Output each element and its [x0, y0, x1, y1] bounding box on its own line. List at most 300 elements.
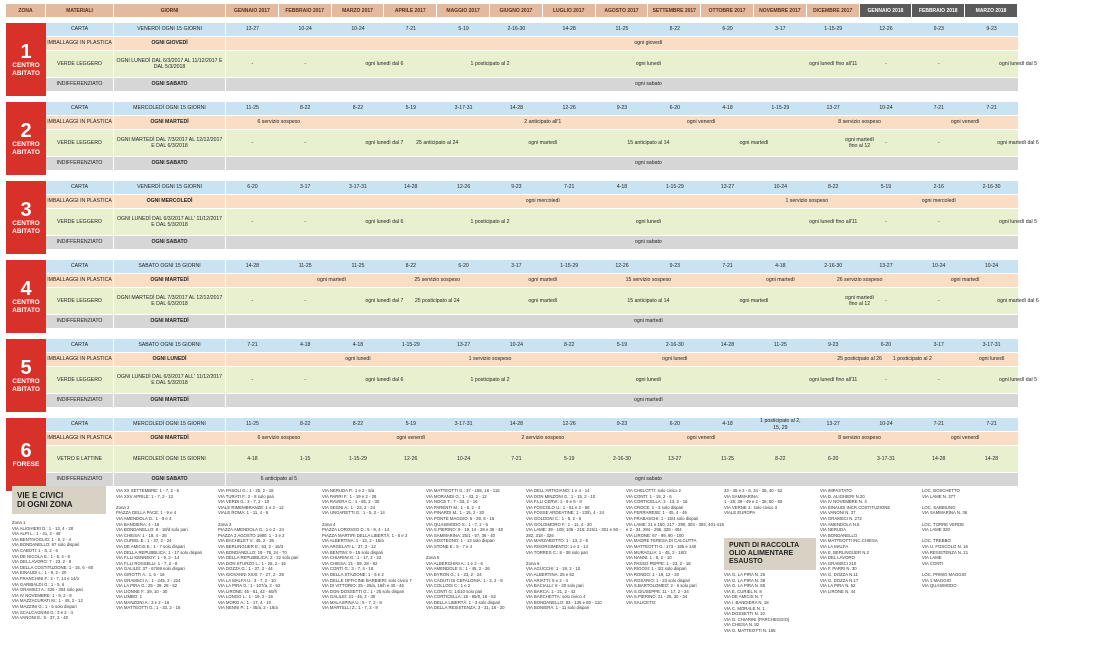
month-cell: 10-24 [932, 263, 946, 270]
month-cell [384, 473, 437, 486]
month-cell: 14-28 [562, 26, 576, 33]
month-cell [965, 78, 1018, 91]
schedule-note-text: ogni lunedì dal 7 [365, 297, 404, 304]
material-label: INDIFFERENZIATO [46, 315, 114, 328]
month-cell [226, 195, 279, 208]
schedule-row [46, 102, 1018, 116]
material-label: CARTA [46, 339, 114, 352]
zone-rows [46, 102, 1039, 171]
material-label: VERDE LEGGERO [46, 51, 114, 77]
month-cell [332, 78, 385, 91]
zone-name: CENTRO ABITATO [12, 220, 40, 235]
month-cell: 8-22 [300, 105, 311, 112]
material-label: CARTA [46, 260, 114, 273]
schedule-note-text: ogni sabato [634, 160, 662, 167]
month-cell [754, 236, 807, 249]
days-label: OGNI LUNEDÌ DAL 6/3/2017 ALL' 11/12/2017 E DAL 5/3/2018 [114, 209, 226, 235]
month-cell [384, 195, 437, 208]
schedule-note-text: ogni mercoledì [525, 198, 560, 205]
schedule-note-text: 15 anticipato al 14 [627, 297, 670, 304]
schedule-note-text: 2 servizio sospeso [521, 435, 565, 442]
month-cell [754, 51, 807, 77]
header-giorni: GIORNI [114, 4, 226, 17]
material-label: IMBALLAGGI IN PLASTICA [46, 353, 114, 366]
schedule-note-text: 25 posticipato al 26 [837, 356, 882, 363]
schedule-note-text: ogni martedì [739, 297, 769, 304]
zone-number: 5 [20, 357, 32, 379]
schedule-note-text: ogni sabato [634, 239, 662, 246]
month-cell: 6-20 [669, 105, 680, 112]
month-cell: 2-16-30 [982, 184, 1001, 191]
schedule-row [46, 23, 1018, 37]
schedule-note-text: ogni venerdì [396, 435, 426, 442]
schedule-row [46, 78, 1018, 92]
month-cell [490, 130, 543, 156]
schedule-row [46, 288, 1039, 315]
header-month: MARZO 2017 [332, 4, 385, 17]
month-cell [701, 78, 754, 91]
zone-number: 1 [20, 41, 32, 63]
month-cell [965, 116, 1018, 129]
month-cell [912, 473, 965, 486]
month-cell [437, 473, 490, 486]
month-cell [965, 353, 1018, 366]
month-cell: 4-18 [722, 421, 733, 428]
month-cell: 1-15-29 [560, 263, 579, 270]
month-cell [807, 78, 860, 91]
month-cell [384, 274, 437, 287]
material-label: CARTA [46, 102, 114, 115]
month-cell [543, 78, 596, 91]
month-cell: 14-28 [984, 455, 999, 462]
month-cell: 8-22 [352, 105, 364, 112]
month-cell [332, 315, 385, 328]
schedule-note-text: ogni martedì [633, 318, 663, 325]
month-cell [701, 353, 754, 366]
days-label: OGNI SABATO [114, 473, 226, 486]
schedule-note-text: ogni martedì fino al 12 [845, 294, 875, 307]
month-cell [754, 473, 807, 486]
month-cell: 3-17 [511, 263, 522, 270]
month-cell [490, 157, 543, 170]
month-cell [648, 195, 701, 208]
month-cell: 14-28 [404, 184, 418, 191]
month-cell [332, 130, 385, 156]
month-cell [384, 353, 437, 366]
month-cell [437, 209, 490, 235]
month-cell [332, 209, 385, 235]
header-month: AGOSTO 2017 [596, 4, 649, 17]
zone-rows [46, 260, 1039, 329]
month-cell: 5-19 [405, 105, 416, 112]
days-label: OGNI MERCOLEDÌ [114, 195, 226, 208]
schedule-note-text: 1 posticipato al 2 [892, 356, 932, 363]
month-cell [860, 394, 913, 407]
days-label: OGNI LUNEDÌ DAL 6/3/2017 ALL' 11/12/2017 E DAL 5/3/2018 [114, 367, 226, 393]
month-cell [384, 37, 437, 50]
month-cell: 5-19 [616, 342, 628, 349]
month-cell [754, 315, 807, 328]
month-cell [754, 209, 807, 235]
schedule-row [46, 209, 1038, 236]
month-cell: 13-27 [826, 105, 840, 112]
zone-label [6, 23, 46, 96]
schedule-note-text: ogni martedì fino al 12 [845, 136, 875, 149]
schedule-row [46, 394, 1018, 408]
street-column: 33 - 45 e 2 - 6, 34 - 36, 40 - 52 VIA SAMMARINA: 1 - 25; 39 - 49 e 2 - 36; 50 - 60 VIA VERNE J.: solo civico 3 VIALE EUROPA [724, 488, 783, 516]
month-cell [807, 37, 860, 50]
schedule-note-text: 1 posticipato al 2 [470, 218, 510, 225]
schedule-note-text: ogni lunedì dal 6 [365, 218, 404, 225]
month-cell: 9-23 [827, 342, 839, 349]
schedule-note-text: 26 servizio sospeso [836, 277, 883, 284]
month-cell: 11-25 [245, 105, 259, 112]
schedule-note-text: 2 anticipato all'1 [524, 119, 562, 126]
month-cell [332, 353, 385, 366]
month-cell [807, 288, 860, 314]
month-cell [860, 315, 913, 328]
schedule-row [46, 116, 1018, 130]
schedule-note-text: ogni venerdì [686, 435, 716, 442]
month-cell [807, 315, 860, 328]
month-cell [437, 157, 490, 170]
days-label: OGNI MARTEDÌ DAL 7/3/2017 AL 12/12/2017 E DAL 6/3/2018 [114, 288, 226, 314]
schedule-row [46, 274, 1018, 288]
month-cell [384, 209, 437, 235]
month-cell [807, 274, 860, 287]
month-cell: 8-22 [352, 421, 364, 428]
month-cell: 4-18 [300, 342, 311, 349]
month-cell: 3-17-31 [454, 105, 473, 112]
schedule-table [6, 4, 1039, 491]
month-cell [912, 432, 965, 445]
material-label: VERDE LEGGERO [46, 209, 114, 235]
month-cell [332, 37, 385, 50]
month-cell [807, 209, 860, 235]
month-cell: 2-16 [933, 184, 944, 191]
month-cell [543, 288, 596, 314]
days-label: SABATO OGNI 15 GIORNI [114, 260, 226, 273]
month-cell [648, 51, 701, 77]
month-cell [754, 367, 807, 393]
month-cell: 1 posticipato al 2, 15, 29 [760, 418, 801, 431]
zone-name: CENTRO ABITATO [12, 378, 40, 393]
month-cell [596, 394, 649, 407]
schedule-note-text: ogni lunedì [635, 376, 662, 383]
month-cell: 13-27 [245, 26, 260, 33]
month-cell [543, 236, 596, 249]
month-cell [490, 367, 543, 393]
month-cell [490, 209, 543, 235]
month-cell: 10-24 [509, 342, 524, 349]
schedule-note-text: ogni lunedì dal 5 [998, 376, 1038, 383]
month-cell [754, 116, 807, 129]
month-cell [437, 51, 490, 77]
month-cell: 3-17 [933, 342, 944, 349]
material-label: IMBALLAGGI IN PLASTICA [46, 116, 114, 129]
month-cell: 6-20 [880, 342, 892, 349]
schedule-note-text: 6 anticipato al 5 [260, 476, 297, 483]
month-cell: 14-28 [509, 105, 524, 112]
schedule-note-text: 8 servizio sospeso [838, 119, 881, 126]
month-cell [596, 51, 649, 77]
month-cell: 6-20 [247, 184, 258, 191]
month-cell [912, 353, 965, 366]
month-cell: 13-27 [826, 421, 840, 428]
month-cell [490, 473, 543, 486]
days-label: MERCOLEDÌ OGNI 15 GIORNI [114, 102, 226, 115]
schedule-note-text: ogni lunedì [662, 356, 688, 363]
month-cell [860, 473, 913, 486]
month-cell [648, 288, 701, 314]
month-cell: - [937, 60, 940, 67]
month-cell [701, 473, 754, 486]
month-cell: 9-23 [616, 105, 628, 112]
days-label: VENERDÌ OGNI 15 GIORNI [114, 181, 226, 194]
month-cell: 13-27 [879, 263, 893, 270]
month-cell [437, 315, 490, 328]
zone-name: CENTRO ABITATO [12, 141, 40, 156]
month-cell [701, 394, 754, 407]
zone-name: FORESE [12, 460, 40, 468]
street-column: VIA DELL'ARTIGIANO: 1 e 4 - 14 VIA DON MINZONI G.: 1 - 15, 2 - 10 VIA F.LLI CERVI: 1 - 9 e 6 - 8 VIA FOSCOLO U.: 1 - 51 e 2 - 58 VIA FOSSE ARDEATINE: 1 - 23/b, 4 - 24 VIA GOLDONI C.: 1 - 5, 2 - 6 VIA GOLGIMORO F.: 1 - 11, 4 - 20 VIA LAME: 39 - 105; 105 - 215; 215/1 - 301 e 50 - 282; 318 - 326 VIA MARZABOTTO: 1 - 13, 2 - 6 VIA RISORGIMENTO: 1 e 2 - 14 VIA TORRES C.: 8 - 38 solo pari Zona 6 VIA AGUCCHI: 1 - 19, 2 - 10 VIA ALBERTINA: 25 e 52 VIA ARIATTI: 5 e 2 - 4 VIA BACIALLI: 6 - 20 solo pari VIA BARCA: 1 - 21, 2 - 42 VIA BARCHETTA: solo civico 4 VIA BONDANELLO: 83 - 135 e 80 - 110 VIA BONIERA: 1 - 11 solo dispari [526, 488, 621, 611]
street-column: VIA PASOLI G.: 1 - 25, 2 - 18 VIA TURATI F.: 2 - 8 solo pari VIA VERDI G.: 3 - 7, 2 - 10 VIALE RIMEMBRANZE: 1 e 2 - 12 VIALE ROMA: 1 - 11, 4 - 6 Zona 3 PIAZZA AMENDOLA G.: 1 e 2 - 24 PIAZZA 2 AGOSTO 1980: 1 - 3 e 2 VIA BACHELET V.: 45, 2 - 36 VIA BERLINGUER E.: 63, 2 - 16/3 VIA BONDANELLO: 19 - 79, 24 - 70 VIA DELLA REPUBBLICA: 2 - 22 solo pari VIA DON STURZO L.: 1 - 25, 2 - 16 VIA DOZZA G.: 1 - 37, 2 - 44 VIA GIOVANNI XXIII: 7 - 27, 2 - 28 VIA LA MALFA U.: 3 - 7, 2 - 10 VIA LA PIRA G.: 1 - 107/a, 2 - 62 VIA LIRONE: 45 - 61, 42 - 60/h VIA LONGO L.: 1 - 19, 2 - 16 VIA MORO A.: 1 - 17, 4 - 10 VIA NENNI P.: 1 - 45/a, 2 - 18/a [218, 488, 299, 611]
month-cell: - [304, 60, 307, 67]
schedule-note-text: 6 servizio sospeso [257, 435, 301, 442]
zone-number: 3 [20, 199, 32, 221]
month-cell [384, 157, 437, 170]
days-label: OGNI SABATO [114, 157, 226, 170]
month-cell [807, 51, 860, 77]
month-cell [543, 315, 596, 328]
month-cell: 6-20 [722, 26, 733, 33]
month-cell: 1-15-29 [665, 184, 684, 191]
material-label: INDIFFERENZIATO [46, 236, 114, 249]
month-cell [807, 236, 860, 249]
month-cell [332, 116, 385, 129]
month-cell [226, 432, 279, 445]
zone-number: 4 [20, 278, 32, 300]
month-cell [648, 209, 701, 235]
month-cell: 7-21 [405, 26, 416, 33]
schedule-note-text: 15 servizio sospeso [625, 277, 672, 284]
street-column: VIA IMPASTATO VIA D. ALIGHIERI N.20 VIA IV NOVEMBRE N. 4 VIA EINAUDI INCR.COSTITUZIONE VIA VANONI N. 37 VIA GRAMSCI N. 272 VIA AMENDOLA N.5 VIA NERUDA VIA BONDANELLO VIA MATTEOTTI INC.CHIESA VIA LA MALFA VIA E. BERLINGUER N.2 VIA DEL LAVORO VIA GRAMSCI 210 VIA F. PARRI N. 30 VIA G. DOZZA N.11 VIA G. DOZZA N.17 VIA LA PIRA N. 52 VIA LIRONE N. 44 [820, 488, 891, 594]
month-cell: - [304, 376, 307, 383]
month-cell [648, 236, 701, 249]
month-cell [912, 394, 965, 407]
days-label: OGNI MARTEDÌ DAL 7/3/2017 AL 12/12/2017 E DAL 6/3/2018 [114, 130, 226, 156]
month-cell [754, 78, 807, 91]
month-cell [912, 37, 965, 50]
header-month: MARZO 2018 [965, 4, 1018, 17]
month-cell: 1-15-29 [824, 26, 843, 33]
header-month: FEBBRAIO 2018 [912, 4, 965, 17]
material-label: IMBALLAGGI IN PLASTICA [46, 432, 114, 445]
month-cell: 2-16-30 [507, 26, 526, 33]
schedule-note-text: 6 servizio sospeso [257, 119, 301, 126]
schedule-row [46, 195, 1018, 209]
month-cell [437, 432, 490, 445]
month-cell [807, 473, 860, 486]
month-cell [384, 367, 437, 393]
month-cell [965, 209, 1018, 235]
month-cell [437, 236, 490, 249]
days-label: OGNI LUNEDÌ [114, 353, 226, 366]
header-month: SETTEMBRE 2017 [648, 4, 701, 17]
month-cell: 14-28 [932, 455, 946, 462]
month-cell: 1-15-29 [401, 342, 420, 349]
month-cell [701, 130, 754, 156]
month-cell: 8-22 [405, 263, 416, 270]
month-cell: 11-25 [773, 342, 787, 349]
month-cell [332, 51, 385, 77]
header-month: FEBBRAIO 2017 [279, 4, 332, 17]
month-cell [860, 236, 913, 249]
month-cell [860, 78, 913, 91]
month-cell [543, 157, 596, 170]
month-cell [279, 37, 332, 50]
month-cell [490, 315, 543, 328]
month-cell: 2-16-30 [824, 263, 843, 270]
month-cell [860, 432, 913, 445]
zones-container [6, 23, 1039, 491]
month-cell: - [304, 218, 307, 225]
month-cell [490, 394, 543, 407]
schedule-note-text: ogni lunedì [978, 356, 1005, 363]
days-label: OGNI SABATO [114, 78, 226, 91]
month-cell: 12-26 [879, 26, 893, 33]
header-zona: ZONA [6, 4, 46, 17]
month-cell [648, 274, 701, 287]
month-cell: 13-27 [456, 342, 471, 349]
month-cell: 4-18 [616, 184, 628, 191]
zone-block [6, 339, 1038, 412]
month-cell [384, 315, 437, 328]
schedule-note-text: ogni martedì [765, 277, 795, 284]
schedule-row [46, 181, 1018, 195]
month-cell [226, 353, 279, 366]
month-cell [543, 473, 596, 486]
month-cell: 13-27 [720, 184, 735, 191]
schedule-row [46, 315, 1018, 329]
month-cell [332, 432, 385, 445]
olio-title: PUNTI DI RACCOLTA OLIO ALIMENTARE ESAUSTO [724, 538, 816, 570]
month-cell: 10-24 [456, 455, 471, 462]
month-cell [596, 195, 649, 208]
month-cell [701, 432, 754, 445]
schedule-note-text: 1 posticipato al 2 [470, 376, 510, 383]
month-cell: 12-26 [615, 263, 629, 270]
month-cell [648, 394, 701, 407]
month-cell [965, 288, 1018, 314]
schedule-note-text: ogni martedì dal 6 [997, 297, 1039, 304]
schedule-note-text: 1 servizio sospeso [468, 356, 512, 363]
month-cell: 11-25 [245, 421, 259, 428]
zone-label [6, 181, 46, 254]
zone-block [6, 102, 1039, 175]
month-cell: - [937, 139, 940, 146]
schedule-note-text: ogni lunedì dal 5 [998, 218, 1038, 225]
month-cell: 8-22 [669, 26, 680, 33]
month-cell [754, 432, 807, 445]
month-cell: 3-17-31 [982, 342, 1001, 349]
month-cell: 7-21 [986, 421, 997, 428]
month-cell [965, 37, 1018, 50]
month-cell [965, 432, 1018, 445]
month-cell: 9-23 [933, 26, 944, 33]
street-column: Zona 1 VIA ALIGHIERI D.: 1 - 13, 4 - 28 VIA ALPI L.: 1 - 41, 2 - 48 VIA BENTIVOGLIO: 1 - 9, 2 - 4 VIA BONDANELLO: 67 solo dispari VIA CABOTI: 1 - 5, 2 - 6 VIA DE NICOLA E.: 1 - 5, 4 - 6 VIA DEL LAVORO: 7 - 23, 2 - 8 VIA DELLA COSTITUZIONE: 1 - 15, 6 - 60 VIA EINAUDI L.: 1 - 9, 2 - 20 VIA FRANCHINI F.: 3 - 7, 14 e 14/1 VIA GARIBALDI G.: 1 - 5, 6 VIA GRAMSCI A.: 226 - 304 solo pari VIA IV NOVEMBRE: 1 - 9, 2 - 8 VIA MAZZACURATI M.: 1 - 45, 2 - 12 VIA MAZZINI G.: 1 - 5 solo dispari VIA SCALCAGNINI G.: 3 e 2 - 4 VIA VANONI E.: 5 - 37, 2 - 40 [12, 520, 94, 621]
month-cell: 4-18 [247, 455, 258, 462]
schedule-note-text: 15 anticipato al 14 [627, 139, 670, 146]
schedule-note-text: ogni martedì [528, 297, 558, 304]
month-cell [965, 473, 1018, 486]
material-label: IMBALLAGGI IN PLASTICA [46, 37, 114, 50]
month-cell [648, 315, 701, 328]
month-cell: 6-20 [827, 455, 839, 462]
material-label: VERDE LEGGERO [46, 288, 114, 314]
month-cell [912, 274, 965, 287]
table-header [6, 4, 1018, 17]
month-cell [332, 195, 385, 208]
schedule-row [46, 446, 1018, 473]
month-cell: 4-18 [775, 263, 786, 270]
month-cell [437, 195, 490, 208]
month-cell [701, 288, 754, 314]
month-cell [384, 432, 437, 445]
month-cell: 11-25 [351, 263, 365, 270]
month-cell [332, 367, 385, 393]
streets-section [12, 486, 1018, 656]
month-cell [807, 130, 860, 156]
month-cell [490, 37, 543, 50]
month-cell [807, 432, 860, 445]
schedule-note-text: ogni lunedì fino all'11 [809, 218, 858, 225]
zone-number: 2 [20, 120, 32, 142]
month-cell: 8-22 [563, 342, 575, 349]
month-cell: 4-18 [722, 105, 733, 112]
month-cell: 2-16-30 [665, 342, 684, 349]
material-label: INDIFFERENZIATO [46, 157, 114, 170]
month-cell [226, 116, 279, 129]
month-cell [437, 288, 490, 314]
month-cell [279, 274, 332, 287]
month-cell: 3-17 [300, 184, 311, 191]
month-cell: - [304, 139, 307, 146]
month-cell [226, 157, 279, 170]
schedule-note-text: ogni lunedì [635, 60, 662, 67]
month-cell: 12-26 [404, 455, 418, 462]
month-cell [596, 473, 649, 486]
material-label: INDIFFERENZIATO [46, 78, 114, 91]
month-cell [701, 157, 754, 170]
month-cell: 14-28 [245, 263, 260, 270]
month-cell: 11-25 [615, 26, 629, 33]
month-cell [701, 116, 754, 129]
days-label: MERCOLEDÌ OGNI 15 GIORNI [114, 446, 226, 472]
month-cell [490, 274, 543, 287]
month-cell: 10-24 [879, 421, 893, 428]
month-cell [596, 367, 649, 393]
zone-block [6, 23, 1038, 96]
zone-number: 6 [20, 439, 32, 462]
schedule-note-text: ogni lunedì [635, 218, 662, 225]
month-cell [596, 353, 649, 366]
month-cell: 3-17-31 [454, 421, 473, 428]
month-cell [596, 130, 649, 156]
month-cell [860, 157, 913, 170]
month-cell [648, 432, 701, 445]
month-cell [596, 78, 649, 91]
